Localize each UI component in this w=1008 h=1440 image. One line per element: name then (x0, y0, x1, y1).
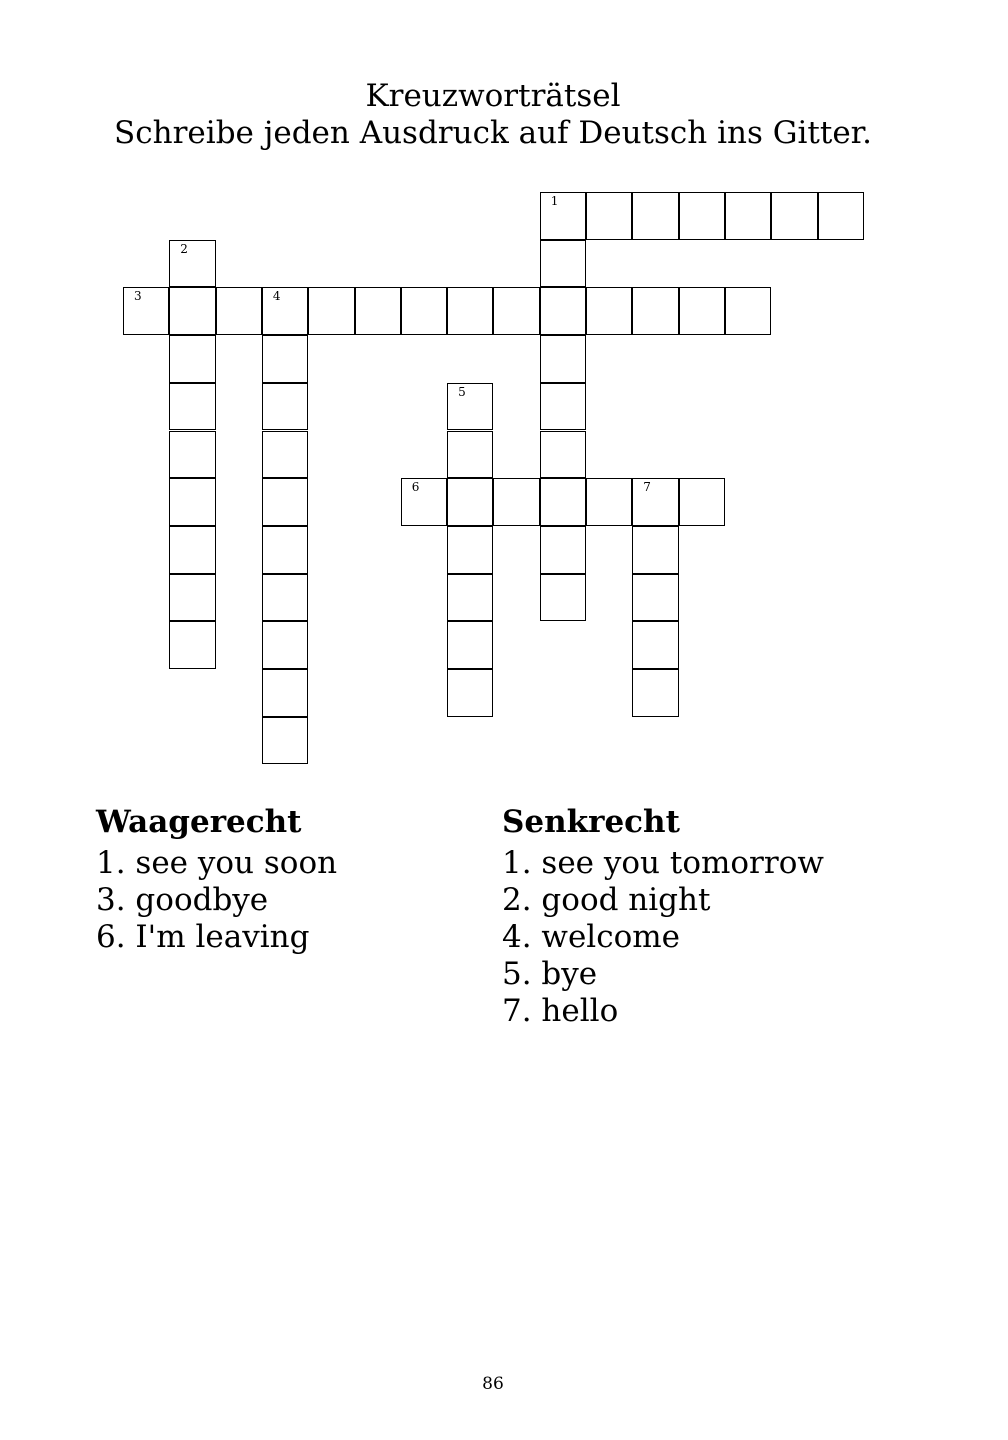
down-clue-7: 7. hello (502, 993, 619, 1029)
grid-cell[interactable] (632, 192, 678, 240)
grid-cell[interactable] (540, 335, 586, 383)
grid-cell[interactable] (493, 287, 539, 335)
grid-cell[interactable] (169, 526, 215, 574)
clue-number: 3 (134, 289, 142, 304)
across-clue-1: 1. see you soon (96, 845, 338, 881)
grid-cell[interactable] (169, 621, 215, 669)
grid-cell[interactable] (169, 383, 215, 431)
grid-cell[interactable] (540, 478, 586, 526)
across-heading: Waagerecht (96, 804, 302, 840)
across-clues (96, 803, 337, 956)
grid-cell[interactable] (586, 192, 632, 240)
down-clues (502, 803, 824, 1030)
puzzle-instructions: Schreibe jeden Ausdruck auf Deutsch ins Gitter. (114, 115, 872, 151)
grid-cell[interactable] (262, 383, 308, 431)
grid-cell[interactable] (725, 192, 771, 240)
grid-cell[interactable] (632, 574, 678, 622)
grid-cell[interactable] (169, 478, 215, 526)
grid-cell[interactable] (632, 526, 678, 574)
grid-cell[interactable] (169, 431, 215, 479)
down-clue-2: 2. good night (502, 882, 711, 918)
grid-cell[interactable] (540, 574, 586, 622)
grid-cell[interactable] (493, 478, 539, 526)
grid-cell[interactable] (169, 574, 215, 622)
grid-cell[interactable] (447, 478, 493, 526)
grid-cell[interactable] (262, 621, 308, 669)
grid-cell[interactable] (262, 574, 308, 622)
grid-cell[interactable] (262, 478, 308, 526)
grid-cell[interactable] (262, 526, 308, 574)
grid-cell[interactable] (262, 335, 308, 383)
down-clue-1: 1. see you tomorrow (502, 845, 824, 881)
down-heading: Senkrecht (502, 804, 680, 840)
grid-cell[interactable] (540, 287, 586, 335)
grid-cell[interactable] (447, 431, 493, 479)
grid-cell[interactable] (632, 669, 678, 717)
grid-cell[interactable] (632, 287, 678, 335)
across-clue-3: 3. goodbye (96, 882, 269, 918)
grid-cell[interactable] (679, 478, 725, 526)
grid-cell[interactable] (540, 383, 586, 431)
grid-cell[interactable] (262, 669, 308, 717)
clue-number: 6 (411, 480, 420, 495)
across-clue-6: 6. I'm leaving (96, 919, 310, 955)
grid-cell[interactable] (447, 669, 493, 717)
clue-number: 7 (643, 480, 651, 495)
grid-cell[interactable] (586, 478, 632, 526)
grid-cell[interactable] (725, 287, 771, 335)
clue-number: 5 (458, 384, 466, 399)
clue-number: 4 (272, 289, 281, 304)
grid-cell[interactable] (771, 192, 817, 240)
grid-cell[interactable] (632, 621, 678, 669)
grid-cell[interactable] (447, 383, 493, 431)
grid-cell[interactable] (679, 287, 725, 335)
grid-cell[interactable] (308, 287, 354, 335)
grid-cell[interactable] (401, 287, 447, 335)
grid-cell[interactable] (632, 478, 678, 526)
grid-cell[interactable] (540, 431, 586, 479)
grid-cell[interactable] (447, 526, 493, 574)
grid-cell[interactable] (540, 526, 586, 574)
clue-number: 2 (180, 241, 188, 256)
down-clue-5: 5. bye (502, 956, 598, 992)
grid-cell[interactable] (262, 431, 308, 479)
grid-cell[interactable] (447, 574, 493, 622)
grid-cell[interactable] (169, 335, 215, 383)
grid-cell[interactable] (169, 287, 215, 335)
grid-cell[interactable] (262, 717, 308, 765)
grid-cell[interactable] (586, 287, 632, 335)
grid-cell[interactable] (216, 287, 262, 335)
clue-number: 1 (550, 194, 559, 208)
down-clue-4: 4. welcome (502, 919, 680, 955)
grid-cell[interactable] (540, 240, 586, 288)
grid-cell[interactable] (123, 287, 169, 335)
grid-cell[interactable] (169, 240, 215, 288)
grid-cell[interactable] (355, 287, 401, 335)
grid-cell[interactable] (401, 478, 447, 526)
grid-cell[interactable] (262, 287, 308, 335)
grid-cell[interactable] (818, 192, 864, 240)
puzzle-title: Kreuzworträtsel (365, 78, 621, 114)
grid-cell[interactable] (447, 287, 493, 335)
grid-cell[interactable] (540, 192, 586, 240)
grid-cell[interactable] (679, 192, 725, 240)
grid-cell[interactable] (447, 621, 493, 669)
page-number: 86 (482, 1374, 504, 1394)
